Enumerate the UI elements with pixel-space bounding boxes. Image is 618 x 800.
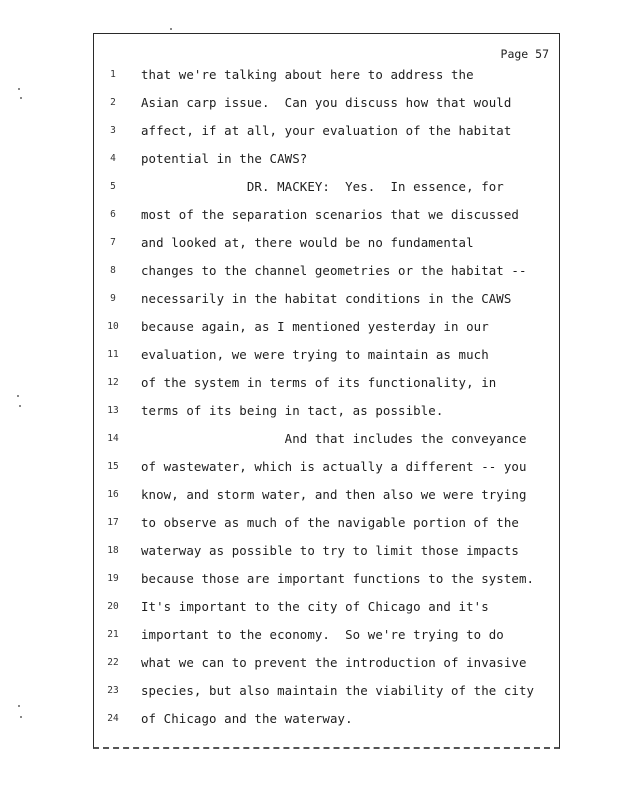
scan-speck: [170, 28, 172, 30]
transcript-line: important to the economy. So we're trying to do: [141, 627, 504, 642]
transcript-line: what we can to prevent the introduction of invasive: [141, 655, 527, 670]
line-number: 2: [110, 97, 116, 108]
transcript-line: affect, if at all, your evaluation of the habitat: [141, 123, 512, 138]
page-number: Page 57: [500, 47, 549, 61]
scan-speck: [18, 88, 20, 90]
transcript-line: Asian carp issue. Can you discuss how that would: [141, 95, 512, 110]
transcript-line: species, but also maintain the viability of the city: [141, 683, 535, 698]
transcript-line: of wastewater, which is actually a different -- you: [141, 459, 527, 474]
transcript-line: And that includes the conveyance: [141, 431, 527, 446]
line-number: 3: [110, 125, 116, 136]
transcript-line: potential in the CAWS?: [141, 151, 308, 166]
transcript-line: of the system in terms of its functionality, in: [141, 375, 497, 390]
transcript-line: and looked at, there would be no fundamental: [141, 235, 474, 250]
transcript-line: to observe as much of the navigable portion of the: [141, 515, 519, 530]
transcript-page: [93, 33, 560, 749]
line-number: 6: [110, 209, 116, 220]
line-number: 22: [107, 657, 119, 668]
line-number: 13: [107, 405, 119, 416]
transcript-line: because those are important functions to the system.: [141, 571, 535, 586]
transcript-line: of Chicago and the waterway.: [141, 711, 353, 726]
scan-speck: [17, 395, 19, 397]
transcript-line: waterway as possible to try to limit those impacts: [141, 543, 519, 558]
transcript-line: evaluation, we were trying to maintain as much: [141, 347, 489, 362]
line-number: 17: [107, 517, 119, 528]
transcript-line: because again, as I mentioned yesterday in our: [141, 319, 489, 334]
transcript-line: DR. MACKEY: Yes. In essence, for: [141, 179, 504, 194]
transcript-line: changes to the channel geometries or the habitat --: [141, 263, 527, 278]
line-number: 20: [107, 601, 119, 612]
line-number: 10: [107, 321, 119, 332]
line-number: 5: [110, 181, 116, 192]
line-number: 9: [110, 293, 116, 304]
line-number: 7: [110, 237, 116, 248]
line-number: 15: [107, 461, 119, 472]
scan-speck: [20, 716, 22, 718]
line-number: 23: [107, 685, 119, 696]
transcript-line: know, and storm water, and then also we were trying: [141, 487, 527, 502]
scan-speck: [19, 405, 21, 407]
line-number: 21: [107, 629, 119, 640]
transcript-line: It's important to the city of Chicago and it's: [141, 599, 489, 614]
scan-speck: [18, 705, 20, 707]
line-number: 24: [107, 713, 119, 724]
line-number: 1: [110, 69, 116, 80]
line-number: 18: [107, 545, 119, 556]
scan-speck: [20, 97, 22, 99]
line-number: 16: [107, 489, 119, 500]
transcript-line: most of the separation scenarios that we discussed: [141, 207, 519, 222]
line-number: 8: [110, 265, 116, 276]
line-number: 11: [107, 349, 119, 360]
transcript-line: that we're talking about here to address the: [141, 67, 474, 82]
line-number: 12: [107, 377, 119, 388]
line-number: 19: [107, 573, 119, 584]
line-number: 14: [107, 433, 119, 444]
transcript-line: necessarily in the habitat conditions in the CAWS: [141, 291, 512, 306]
transcript-line: terms of its being in tact, as possible.: [141, 403, 444, 418]
line-number: 4: [110, 153, 116, 164]
